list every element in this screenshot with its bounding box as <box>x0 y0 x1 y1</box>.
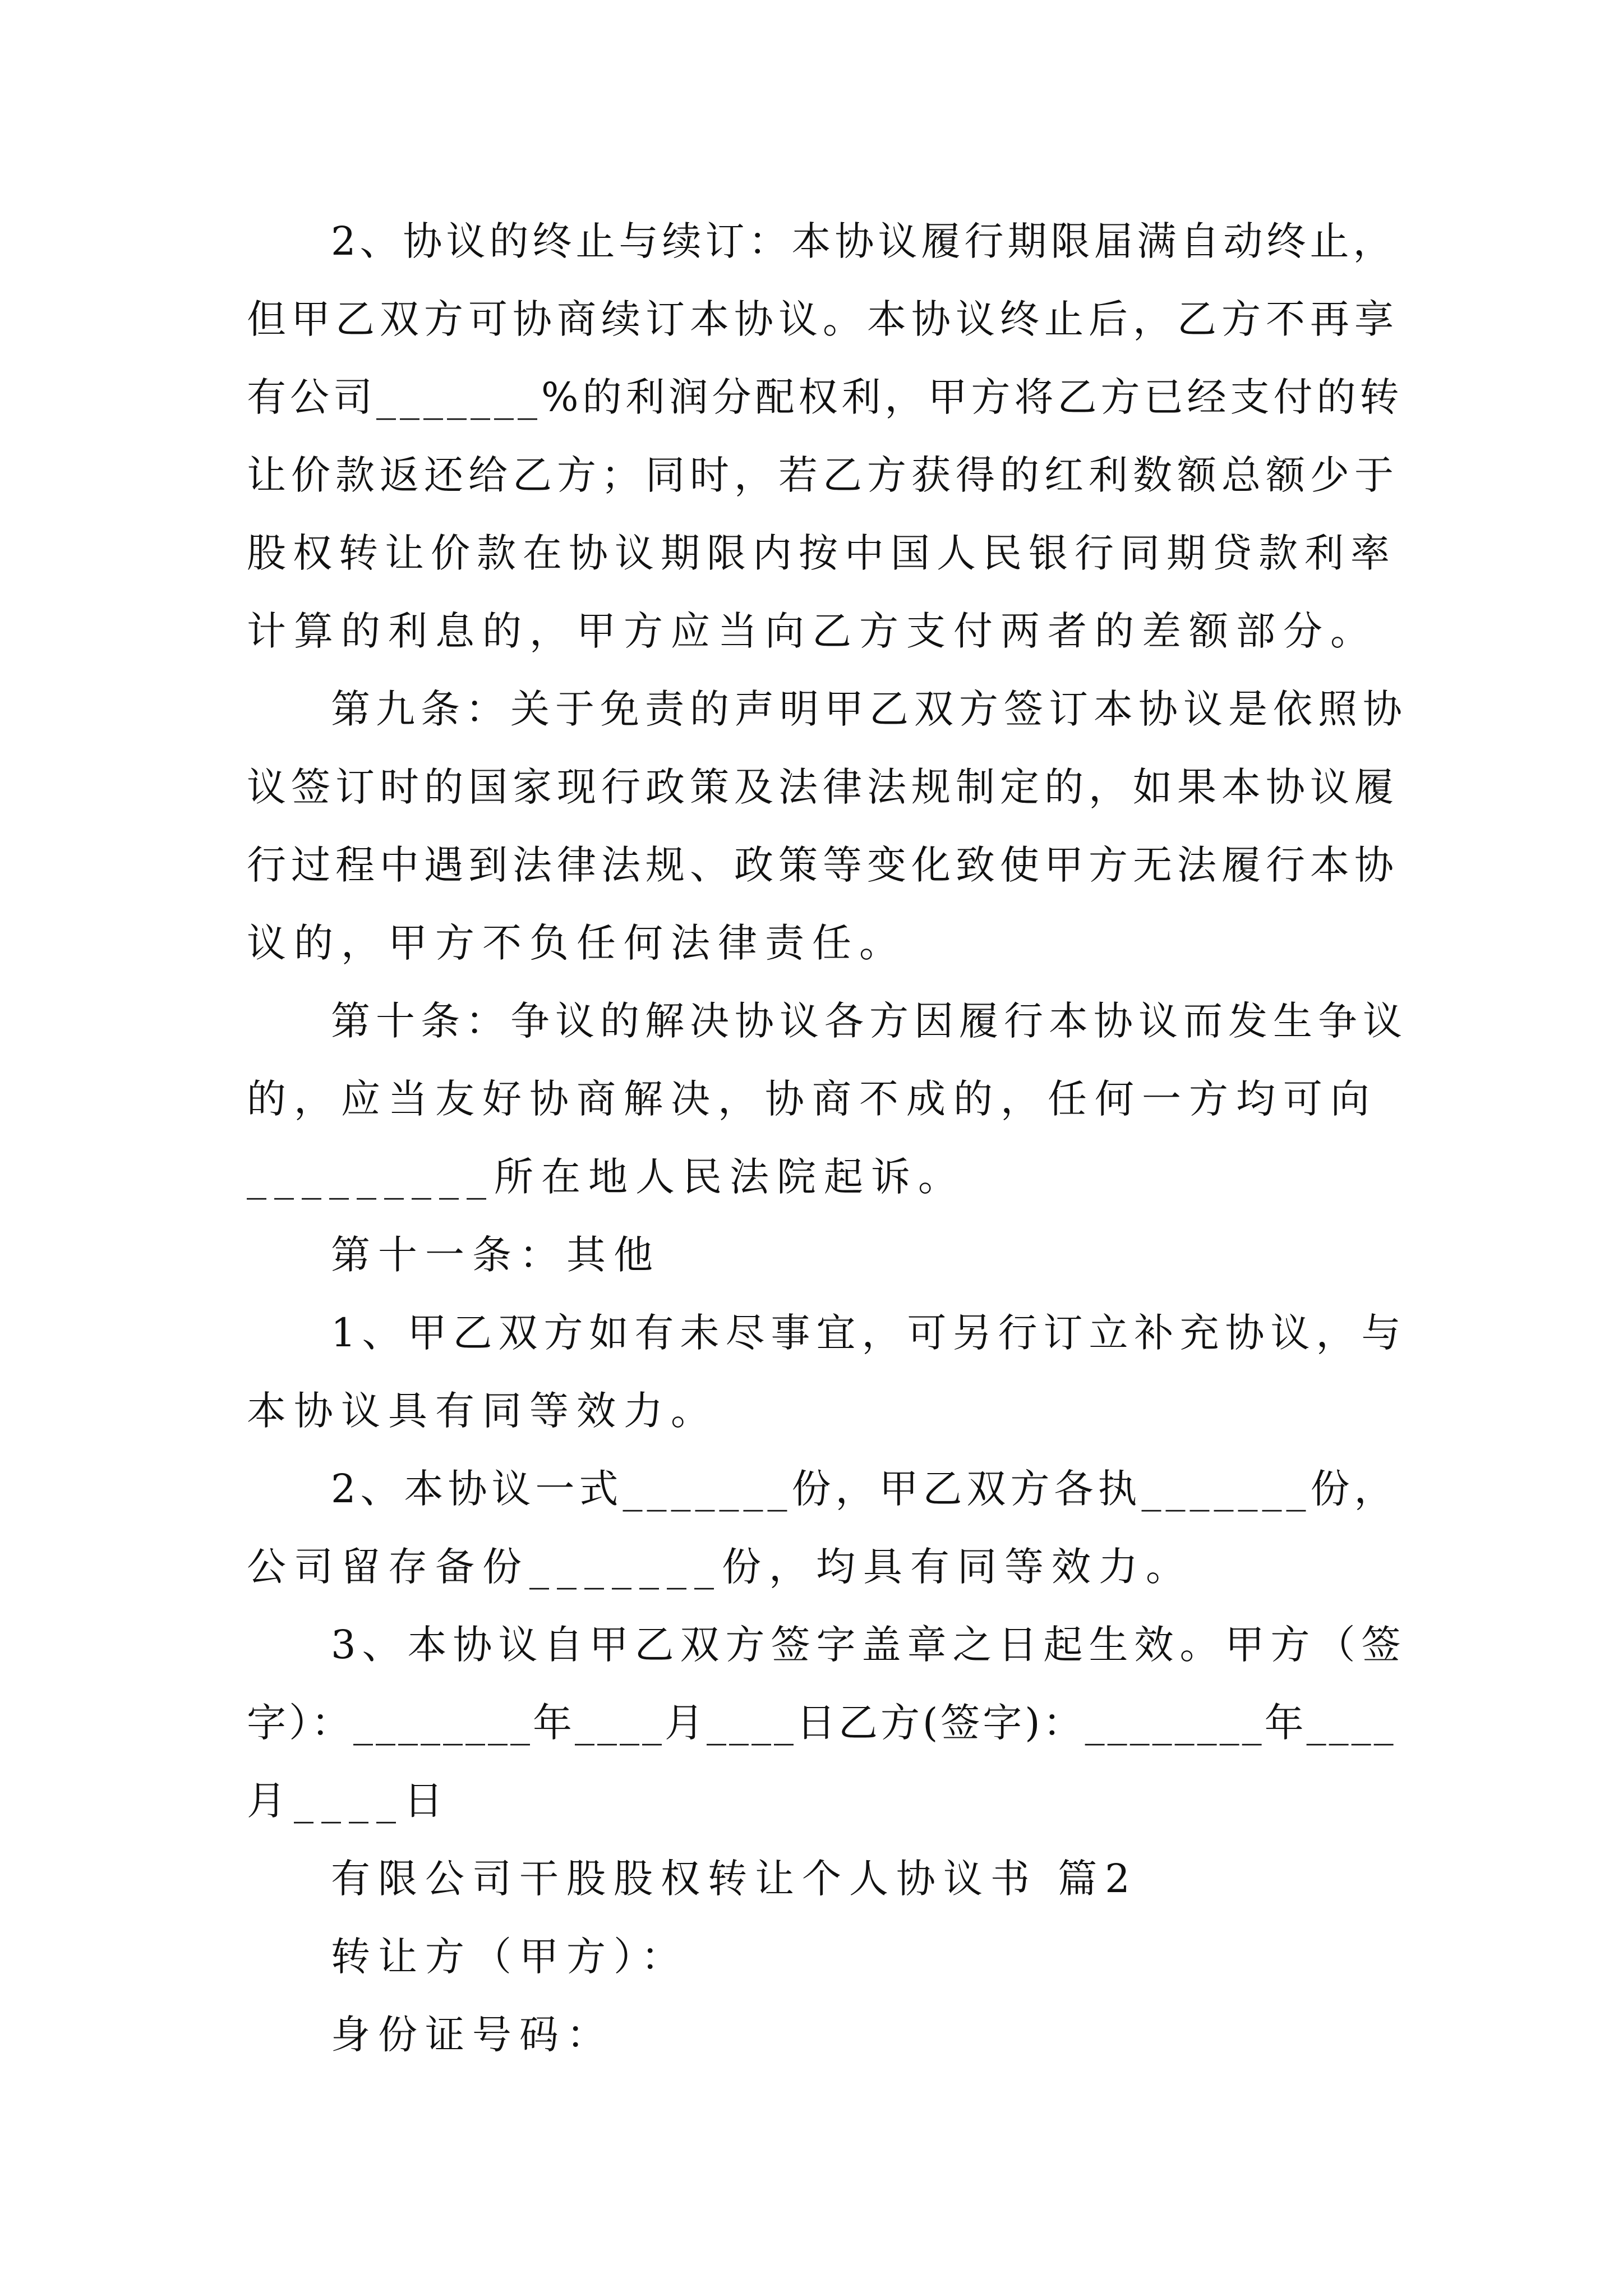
text-line: _________所在地人民法院起诉。 <box>247 1154 965 1200</box>
clause-11-heading: 第十一条：其他 <box>331 1232 661 1278</box>
text-line: 议的，甲方不负任何法律责任。 <box>247 920 906 966</box>
section-title: 有限公司干股股权转让个人协议书 篇2 <box>331 1856 1138 1902</box>
text-line: 的，应当友好协商解决，协商不成的，任何一方均可向 <box>247 1076 1377 1122</box>
text-line: 3、本协议自甲乙双方签字盖章之日起生效。甲方（签 <box>331 1622 1407 1668</box>
text-line: 公司留存备份_______份，均具有同等效力。 <box>247 1544 1193 1590</box>
text-line: 1、甲乙双方如有未尽事宜，可另行订立补充协议，与 <box>331 1310 1407 1356</box>
text-line: 2、协议的终止与续订：本协议履行期限届满自动终止， <box>331 218 1396 264</box>
transferor-label: 转让方（甲方）： <box>331 1934 688 1980</box>
text-line: 行过程中遇到法律法规、政策等变化致使甲方无法履行本协 <box>247 842 1399 888</box>
clause-9-heading: 第九条：关于免责的声明甲乙双方签订本协议是依照协 <box>331 686 1408 732</box>
text-line: 有公司_______%的利润分配权利，甲方将乙方已经支付的转 <box>247 374 1403 420</box>
text-line: 股权转让价款在协议期限内按中国人民银行同期贷款利率 <box>247 530 1396 576</box>
text-line: 2、本协议一式_______份，甲乙双方各执_______份， <box>331 1466 1398 1512</box>
text-line: 但甲乙双方可协商续订本协议。本协议终止后，乙方不再享 <box>247 296 1399 342</box>
text-line: 议签订时的国家现行政策及法律法规制定的，如果本协议履 <box>247 764 1399 810</box>
text-line: 让价款返还给乙方；同时，若乙方获得的红利数额总额少于 <box>247 452 1399 498</box>
text-line: 本协议具有同等效力。 <box>247 1388 718 1434</box>
id-number-label: 身份证号码： <box>331 2012 614 2058</box>
signature-line: 月____日 <box>247 1778 451 1824</box>
clause-10-heading: 第十条：争议的解决协议各方因履行本协议而发生争议 <box>331 998 1408 1044</box>
text-line: 计算的利息的，甲方应当向乙方支付两者的差额部分。 <box>247 608 1377 654</box>
signature-line: 字）：________年____月____日乙方(签字)：________年____ <box>247 1700 1396 1746</box>
